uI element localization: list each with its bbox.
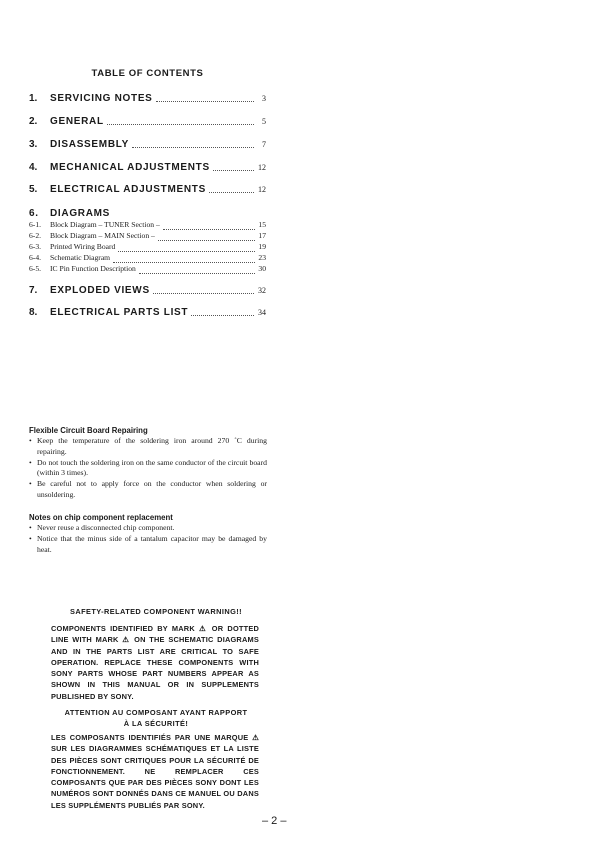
toc-entry-number: 5. (29, 184, 38, 195)
toc-subentry-label: Block Diagram – TUNER Section – (50, 220, 160, 229)
flexible-board-notes (29, 436, 267, 501)
toc-entry-label: EXPLODED VIEWS (50, 285, 150, 296)
toc-subentry-page: 30 (258, 264, 266, 273)
dot-leader (209, 192, 254, 193)
chip-notes-heading: Notes on chip component replacement (29, 513, 173, 522)
toc-subentry-printed-wiring-board[interactable] (29, 242, 266, 253)
safety-warning-title: SAFETY-RELATED COMPONENT WARNING!! (70, 607, 242, 616)
flexible-board-heading: Flexible Circuit Board Repairing (29, 426, 148, 435)
toc-entry-label: SERVICING NOTES (50, 93, 153, 104)
dot-leader (132, 147, 254, 148)
toc-entry-servicing-notes[interactable] (29, 93, 266, 104)
toc-entry-number: 2. (29, 116, 38, 127)
safety-warning-fr-text: LES COMPOSANTS IDENTIFIÉS PAR UNE MARQUE ⚠ SUR LES DIAGRAMMES SCHÉMATIQUES ET LA LISTE DES PIÈCES SONT CRITIQUES POUR LA SÉCURITÉ DE FONCTIONNEMENT. NE REMPLACER CES COMPOSANTS QUE PAR DES PIÈCES SONY DONT LES NUMÉROS SONT DONNÉS DANS CE MANUEL OU DANS LES SUPPLÉMENTS PUBLIÉS PAR SONY. (51, 733, 259, 810)
dot-leader (153, 293, 254, 294)
toc-entry-label: ELECTRICAL ADJUSTMENTS (50, 184, 206, 195)
toc-entry-page: 3 (262, 94, 266, 103)
dot-leader (158, 240, 256, 241)
toc-entry-page: 7 (262, 140, 266, 149)
toc-entry-diagrams[interactable] (29, 208, 110, 219)
note-text: Do not touch the soldering iron on the same conductor of the circuit board (within 3 times). (37, 457, 267, 478)
toc-entry-mechanical-adjustments[interactable] (29, 162, 266, 173)
chip-notes (29, 523, 267, 555)
toc-entry-disassembly[interactable] (29, 139, 266, 150)
toc-subentry-page: 19 (258, 242, 266, 251)
toc-entry-electrical-adjustments[interactable] (29, 184, 266, 195)
dot-leader (213, 170, 254, 171)
toc-subentry-number: 6-1. (29, 220, 42, 229)
toc-subentry-page: 17 (258, 231, 266, 240)
toc-subentry-label: IC Pin Function Description (50, 264, 136, 273)
note-text: Keep the temperature of the soldering iron around 270 ˚C during repairing. (37, 436, 267, 456)
toc-entry-number: 7. (29, 285, 38, 296)
toc-entry-page: 12 (258, 163, 266, 172)
dot-leader (139, 273, 256, 274)
safety-warning-fr-title-line: À LA SÉCURITÉ! (123, 719, 189, 728)
dot-leader (156, 101, 254, 102)
toc-subentry-label: Block Diagram – MAIN Section – (50, 231, 155, 240)
page-number: – 2 – (262, 815, 287, 827)
toc-subentry-number: 6-3. (29, 242, 42, 251)
list-item (29, 534, 267, 556)
toc-entry-number: 3. (29, 139, 38, 150)
toc-entry-number: 1. (29, 93, 38, 104)
toc-entry-exploded-views[interactable] (29, 285, 266, 296)
toc-entry-page: 12 (258, 185, 266, 194)
toc-entry-number: 6. (29, 208, 39, 219)
toc-subentry-ic-pin-function[interactable] (29, 264, 266, 275)
toc-entry-page: 32 (258, 286, 266, 295)
safety-warning-text: COMPONENTS IDENTIFIED BY MARK ⚠ OR DOTTED LINE WITH MARK ⚠ ON THE SCHEMATIC DIAGRAMS AND IN THE PARTS LIST ARE CRITICAL TO SAFE OPERATION. REPLACE THESE COMPONENTS WITH SONY PARTS WHOSE PART NUMBERS APPEAR AS SHOWN IN THIS MANUAL OR IN SUPPLEMENTS PUBLISHED BY SONY. (51, 624, 259, 701)
toc-entry-label: MECHANICAL ADJUSTMENTS (50, 162, 210, 173)
toc-entry-electrical-parts-list[interactable] (29, 307, 266, 318)
toc-subentry-block-diagram-main[interactable] (29, 231, 266, 242)
bullet-icon: • (29, 479, 32, 489)
dot-leader (191, 315, 254, 316)
toc-entry-label: DISASSEMBLY (50, 139, 130, 150)
bullet-icon: • (29, 523, 32, 532)
toc-subentry-page: 15 (258, 220, 266, 229)
toc-subentry-label: Schematic Diagram (50, 253, 111, 262)
toc-entry-label: DIAGRAMS (50, 208, 111, 219)
note-text: Never reuse a disconnected chip component. (37, 523, 175, 532)
list-item (29, 479, 267, 501)
toc-subentry-number: 6-5. (29, 264, 42, 273)
dot-leader (163, 229, 256, 230)
list-item (29, 436, 267, 458)
list-item (29, 523, 267, 534)
toc-entry-page: 34 (258, 308, 266, 317)
list-item (29, 458, 267, 480)
toc-subentry-label: Printed Wiring Board (50, 242, 116, 251)
toc-title: TABLE OF CONTENTS (91, 68, 204, 79)
toc-subentry-schematic-diagram[interactable] (29, 253, 266, 264)
toc-entry-label: ELECTRICAL PARTS LIST (50, 307, 189, 318)
toc-entry-general[interactable] (29, 116, 266, 127)
toc-subentry-page: 23 (258, 253, 266, 262)
note-text: Be careful not to apply force on the conductor when soldering or unsoldering. (37, 479, 267, 499)
safety-warning-fr-title-line: ATTENTION AU COMPOSANT AYANT RAPPORT (64, 708, 248, 717)
bullet-icon: • (29, 436, 32, 445)
bullet-icon: • (29, 457, 32, 467)
toc-entry-label: GENERAL (50, 116, 104, 127)
dot-leader (113, 262, 255, 263)
toc-entry-page: 5 (262, 117, 266, 126)
bullet-icon: • (29, 533, 32, 543)
safety-warning-fr-title (51, 707, 261, 729)
toc-subentry-number: 6-2. (29, 231, 42, 240)
dot-leader (107, 124, 254, 125)
toc-entry-number: 8. (29, 307, 38, 318)
toc-subentry-block-diagram-tuner[interactable] (29, 220, 266, 231)
toc-entry-number: 4. (29, 162, 38, 173)
note-text: Notice that the minus side of a tantalum capacitor may be damaged by heat. (37, 533, 267, 554)
dot-leader (118, 251, 255, 252)
toc-subentry-number: 6-4. (29, 253, 42, 262)
